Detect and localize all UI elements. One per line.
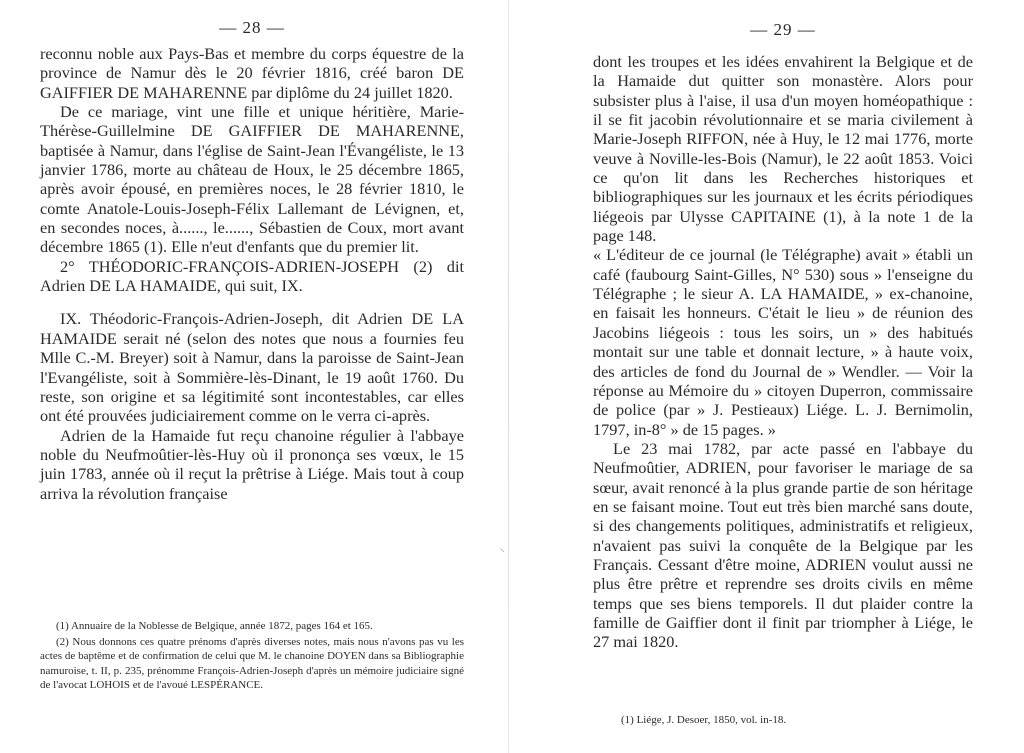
paragraph: IX. Théodoric-François-Adrien-Joseph, dit Adrien DE LA HAMAIDE serait né (selon des notes que nous a fournies feu Mlle C.-M. Breyer) soit à Namur, dans la paroisse de Saint-Jean l'Evangéliste, soit à Sommière-lès-Dinant, le 19 août 1760. Du reste, son origine et sa légitimité sont incontestables, car elles ont été prouvées judiciairement comme on le verra ci-après. bbox=[40, 309, 464, 426]
paragraph: Adrien de la Hamaide fut reçu chanoine régulier à l'abbaye noble du Neufmoûtier-lès-Huy où il prononça ses vœux, le 15 juin 1783, année où il reçut la prêtrise à Liége. Mais tout à coup arriva la révolution française bbox=[40, 425, 464, 503]
paragraph: reconnu noble aux Pays-Bas et membre du corps équestre de la province de Namur dès le 20 février 1816, créé baron DE GAIFFIER DE MAHARENNE par diplôme du 24 juillet 1820. bbox=[40, 44, 464, 102]
binding-mark: ⸌ bbox=[500, 547, 505, 557]
page-number: — 28 — bbox=[219, 18, 285, 37]
left-page bbox=[40, 0, 464, 753]
page-body bbox=[40, 44, 464, 503]
paragraph: De ce mariage, vint une fille et unique héritière, Marie-Thérèse-Guillelmine DE GAIFFIER DE MAHARENNE, baptisée à Namur, dans l'église de Saint-Jean l'Évangéliste, le 13 janvier 1786, morte au château de Houx, le 25 décembre 1865, après avoir épousé, en premières noces, le 28 février 1810, le comte Anatole-Louis-Joseph-Félix Lallemant de Lévignen, et, en secondes noces, à......, le......, Sébastien de Coux, mort avant décembre 1865 (1). Elle n'eut d'enfants que du premier lit. bbox=[40, 102, 464, 257]
footnote: (2) Nous donnons ces quatre prénoms d'après diverses notes, mais nous n'avons pas vu les actes de baptême et de confirmation de celui que M. le chanoine DOYEN dans sa Bibliographie namuroise, t. II, p. 235, prénomme François-Adrien-Joseph d'après un mémoire judiciaire signé de l'avocat LOHOIS et de l'avoué LESPÉRANCE. bbox=[40, 636, 464, 691]
footnote: (1) Annuaire de la Noblesse de Belgique, année 1872, pages 164 et 165. bbox=[56, 620, 373, 632]
page-gutter bbox=[508, 0, 509, 753]
footnotes bbox=[40, 619, 464, 694]
quotation: « L'éditeur de ce journal (le Télégraphe) avait » établi un café (faubourg Saint-Gilles, N° 530) sous » l'enseigne du Télégraphe ; le sieur A. LA HAMAIDE, » ex-chanoine, en faisait les honneurs. C'était le lieu » de réunion des Jacobins liégeois : tous les soirs, un » des habitués montait sur une table et donnait lecture, » à haute voix, des articles de fond du Journal de » Wendler. — Voir la réponse au Mémoire du » citoyen Duperron, commissaire de police (par » J. Pestieaux) Liége. L. J. Bernimolin, 1797, in-8° » de 15 pages. » bbox=[593, 245, 973, 439]
paragraph: dont les troupes et les idées envahirent la Belgique et de la Hamaide dut quitter son monastère. Alors pour subsister plus à l'aise, il usa d'un moyen homéopathique : il se fit jacobin révolutionnaire et se maria civilement à Marie-Joseph RIFFON, née à Huy, le 12 mai 1776, morte veuve à Noville-les-Bois (Namur), le 22 août 1853. Voici ce qu'on lit dans les Recherches historiques et bibliographiques sur les journaux et les écrits périodiques liégeois par Ulysse CAPITAINE (1), à la note 1 de la page 148. bbox=[593, 52, 973, 246]
right-page bbox=[593, 0, 973, 753]
paragraph: 2° THÉODORIC-FRANÇOIS-ADRIEN-JOSEPH (2) dit Adrien DE LA HAMAIDE, qui suit, IX. bbox=[40, 256, 464, 296]
footnotes bbox=[605, 713, 973, 729]
page-number: — 29 — bbox=[750, 20, 816, 39]
paragraph: Le 23 mai 1782, par acte passé en l'abbaye du Neufmoûtier, ADRIEN, pour favoriser le mariage de sa sœur, avait renoncé à la plus grande partie de son héritage en se faisant moine. Tout eut très bien marché sans doute, si des changements politiques, administratifs et religieux, n'avaient pas suivi la conquête de la Belgique par les Français. Cessant d'être moine, ADRIEN voulut aussi ne plus être prêtre et reprendre ses droits civils en même temps que ses biens temporels. Il dut plaider contre la famille de Gaiffier dont il finit par triompher à Liége, le 27 mai 1820. bbox=[593, 438, 973, 652]
footnote: (1) Liége, J. Desoer, 1850, vol. in-18. bbox=[621, 714, 787, 726]
page-body bbox=[593, 52, 973, 652]
